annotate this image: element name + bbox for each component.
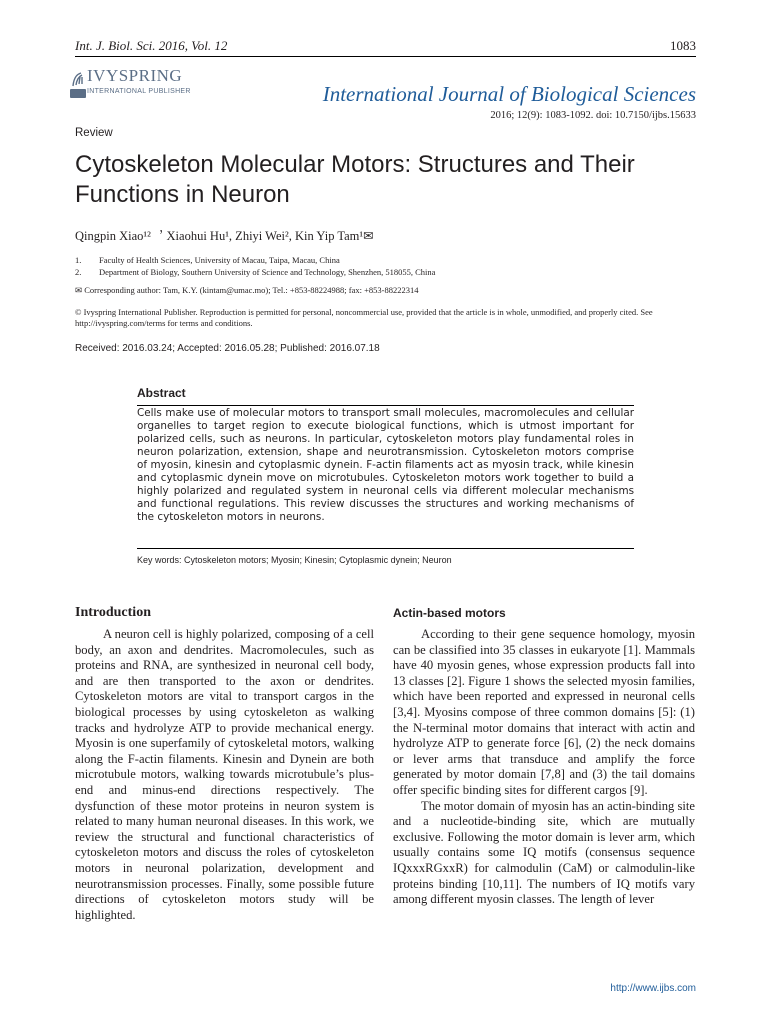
article-title: Cytoskeleton Molecular Motors: Structures and Their Functions in Neuron [75,151,635,208]
corresponding-author: ✉ Corresponding author: Tam, K.Y. (kintam@umac.mo); Tel.: +853-88224988; fax: +853-88222314 [75,285,419,295]
section-heading-actin-based-motors: Actin-based motors [393,606,506,620]
publication-dates: Received: 2016.03.24; Accepted: 2016.05.28; Published: 2016.07.18 [75,343,380,354]
publisher-name: IVYSPRING [87,66,183,85]
abstract-heading: Abstract [137,386,186,400]
affiliation-2 [75,267,435,277]
affiliation-text: Faculty of Health Sciences, University of Macau, Taipa, Macau, China [99,255,340,265]
paragraph: A neuron cell is highly polarized, composing of a cell body, an axon and dendrites. Macromolecules, such as proteins and RNA, are synthesized in neuronal cell body, and are then transported to the axon or dendrites. Cytoskeleton motors are vital to transport cargos in the biological processes by using cytoskeleton as walking tracks and hydrolyze ATP to provide mechanical energy. Myosin is one superfamily of cytoskeletal motors, walking along the F-actin filaments. Kinesin and Dynein are both microtubule motors, walking towards microtubule’s plus-end and minus-end directions respectively. The dysfunction of these motor proteins in neuron system is related to many human neuronal diseases. In this work, we review the structural and functional characteristics of cytoskeleton motors and discuss the roles of cytoskeleton motors in neuronal polarization, development and neurotransmission processes. Finally, some possible future directions of cytoskeleton motors study will be highlighted. [75,627,374,922]
journal-name: International Journal of Biological Sciences [322,82,696,106]
keywords: Key words: Cytoskeleton motors; Myosin; Kinesin; Cytoplasmic dynein; Neuron [137,555,452,565]
affiliation-number: 2. [75,267,82,277]
citation-doi: 2016; 12(9): 1083-1092. doi: 10.7150/ijbs.15633 [490,110,696,121]
affiliation-text: Department of Biology, Southern University of Science and Technology, Shenzhen, 518055, China [99,267,436,277]
publisher-subtitle: INTERNATIONAL PUBLISHER [87,88,191,95]
running-header-page-number: 1083 [670,38,696,53]
affiliation-1 [75,255,340,265]
leaf-icon [73,73,82,86]
body-column-left [75,627,374,923]
body-column-right [393,627,695,908]
section-heading-introduction: Introduction [75,605,151,620]
running-header-journal: Int. J. Biol. Sci. 2016, Vol. 12 [75,38,228,53]
affiliation-number: 1. [75,255,82,265]
footer-journal-url[interactable]: http://www.ijbs.com [610,983,696,994]
article-type: Review [75,127,113,139]
copyright-notice: © Ivyspring International Publisher. Reproduction is permitted for personal, noncommercial use, provided that the article is in whole, unmodified, and properly cited. See http://ivyspring.com/terms for terms and conditions. [75,307,653,328]
paragraph: According to their gene sequence homology, myosin can be classified into 35 classes in eukaryote [1]. Mammals have 40 myosin genes, whose expression products fall into 13 classes [2]. Figure 1 shows the selected myosin families, which have been reported and expressed in neuronal cells [3,4]. Myosins compose of three common domains [5]: (1) the N-terminal motor domains that interact with actin and hydrolyze ATP to generate force [6], (2) the neck domains or lever arms that transduce and amplify the force generated by motor domain [7,8] and (3) the tail domains offer specific binding sites for different cargos [9]. [393,627,695,797]
author-list: Qingpin Xiao¹²︐ Xiaohui Hu¹, Zhiyi Wei², Kin Yip Tam¹✉ [75,229,374,243]
header-rule [75,56,696,57]
abstract-text: Cells make use of molecular motors to transport small molecules, macromolecules and cellular organelles to target region to execute biological functions, which is utmost important for polarized cells, such as neurons. In particular, cytoskeleton motors play fundamental roles in neuron polarization, extension, shape and neurotransmission. Cytoskeleton motors comprise of myosin, kinesin and cytoplasmic dynein. F-actin filaments act as myosin track, while kinesin and cytoplasmic dynein move on microtubules. Cytoskeleton motors work together to build a highly polarized and regulated system in neuronal cells via different molecular mechanisms and functional regulations. This review discusses the structures and working mechanisms of the cytoskeleton motors in neurons. [137,407,634,523]
paragraph: The motor domain of myosin has an actin-binding site and a nucleotide-binding site, which are mutually exclusive. Following the motor domain is lever arm, which usually contains some IQ motifs (consensus sequence IQxxxRGxxR) for calmodulin (CaM) or calmodulin-like proteins binding [10,11]. The numbers of IQ motifs vary among different myosin classes. The length of lever [393,798,695,907]
